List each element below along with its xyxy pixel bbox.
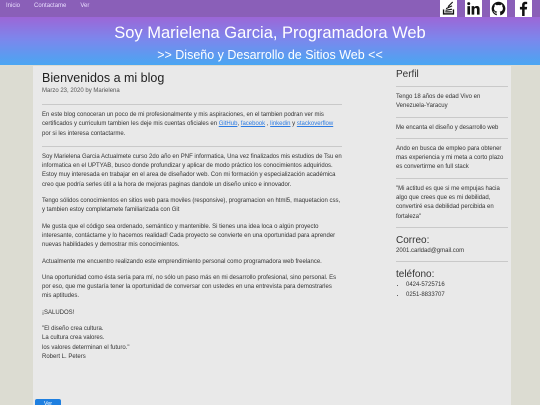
separator: , xyxy=(265,121,271,128)
github-icon[interactable] xyxy=(490,0,507,17)
stackoverflow-link[interactable]: stackoverflow xyxy=(296,121,334,128)
sidebar xyxy=(396,68,508,300)
github-link[interactable]: GitHub xyxy=(218,121,238,128)
nav-item-inicio[interactable]: Inicio xyxy=(6,3,21,9)
nav-item-contactame[interactable]: Contactame xyxy=(34,3,67,9)
divider xyxy=(396,138,508,139)
phone-number: • 0251-8833707 xyxy=(406,291,508,300)
quote-block xyxy=(42,325,342,362)
divider xyxy=(42,146,342,147)
divider xyxy=(396,117,508,118)
paragraph: Tengo sólidos conocimientos en sitios web para moviles (responsive), programacion en html5, maquetacion css, y tambien estoy completamete familiarizada con Git xyxy=(42,198,341,214)
intro-text-end: por si les interesa contactarme. xyxy=(42,130,126,137)
linkedin-icon[interactable] xyxy=(465,0,482,17)
perfil-item: Tengo 18 años de edad Vivo en Venezuela-Yaracuy xyxy=(396,94,481,110)
ver-button[interactable]: Ver xyxy=(35,399,61,405)
quote-line: "El diseño crea cultura. xyxy=(42,326,104,333)
site-title: Soy Marielena Garcia, Programadora Web xyxy=(114,24,426,42)
header-banner xyxy=(0,17,540,65)
divider xyxy=(396,178,508,179)
paragraph: Una oportunidad como ésta sería para mí, no sólo un paso más en mi desarrollo profesional, sino personal. Es por eso, que me gustaría tener la oportunidad de conversar con ustedes en una entrevista para demostrarles mis aptitudes. xyxy=(42,274,337,300)
email-address: 2001.carldad@gmail.com xyxy=(396,247,465,254)
separator: , xyxy=(237,121,241,128)
phone-number: • 0424-5725716 xyxy=(406,281,508,290)
perfil-item: Ando en busca de empleo para obtener mas experiencia y mi meta a corto plazo es convertirme en full stack xyxy=(396,145,504,171)
correo-title: Correo: xyxy=(396,234,430,246)
nav-menu xyxy=(6,3,89,9)
post-meta: Marzo 23, 2020 by Marielena xyxy=(42,88,120,94)
divider xyxy=(396,86,508,87)
greeting: ¡SALUDOS! xyxy=(42,309,75,316)
divider xyxy=(396,227,508,228)
quote-line: La cultura crea valores. xyxy=(42,335,105,342)
top-navbar xyxy=(0,0,540,17)
quote-line: los valores determinan el futuro." xyxy=(42,344,130,351)
perfil-item: Me encanta el diseño y desarrollo web xyxy=(396,124,499,131)
divider xyxy=(42,104,342,105)
social-links xyxy=(440,0,532,17)
separator: y xyxy=(290,121,297,128)
stackoverflow-icon[interactable] xyxy=(440,0,457,17)
phone-list xyxy=(396,281,508,300)
post-title: Bienvenidos a mi blog xyxy=(42,71,165,85)
site-subtitle: >> Diseño y Desarrollo de Sitios Web << xyxy=(157,48,383,62)
nav-item-ver[interactable]: Ver xyxy=(80,3,90,9)
paragraph: Me gusta que el código sea ordenado, semántico y mantenible. Si tienes una idea loca o algún proyecto interesante, contáctame y lo hacemos realidad! Cada proyecto se convierte en una oportunidad para aprender nuevas habilidades y demostrar mis conocimientos. xyxy=(42,223,336,249)
divider xyxy=(396,261,508,262)
linkedin-link[interactable]: linkedin xyxy=(270,121,291,128)
telefono-title: teléfono: xyxy=(396,269,435,281)
post-content xyxy=(42,70,342,362)
paragraph: Soy Marielena Garcia Actualmete curso 2do año en PNF informatica, Una vez finalizados mis estudios de Tsu en informatica en el UPTYAB, busco donde profundizar y aplicar de modo práctico los conocimientos adquiridos. Estoy muy interesada en trabajar en el area de diseñador web. Con mi formación y especialización académica creo que podría serles útil a la hora de mejoras paginas dandole un diseño unico e innovador. xyxy=(42,153,342,188)
main-container xyxy=(33,66,511,405)
perfil-title: Perfil xyxy=(396,69,419,80)
perfil-item: "Mi actitud es que si me empujas hacia algo que crees que es mi debilidad, convertiré esa debilidad percibida en fortaleza" xyxy=(396,185,500,220)
intro-text: En este blog conoceran un poco de mi profesionalmente y mis aspiraciones, en el tambien podran ver mis certificados y curriculum tambien les deje mis cuentas oficiales en xyxy=(42,112,324,128)
intro-paragraph xyxy=(42,111,342,139)
quote-author: Robert L. Peters xyxy=(42,353,86,360)
paragraph: Actualmente me encuentro realizando este emprendimiento personal como programadora web freelance. xyxy=(42,258,322,265)
facebook-icon[interactable] xyxy=(515,0,532,17)
facebook-link[interactable]: facebook xyxy=(240,121,266,128)
